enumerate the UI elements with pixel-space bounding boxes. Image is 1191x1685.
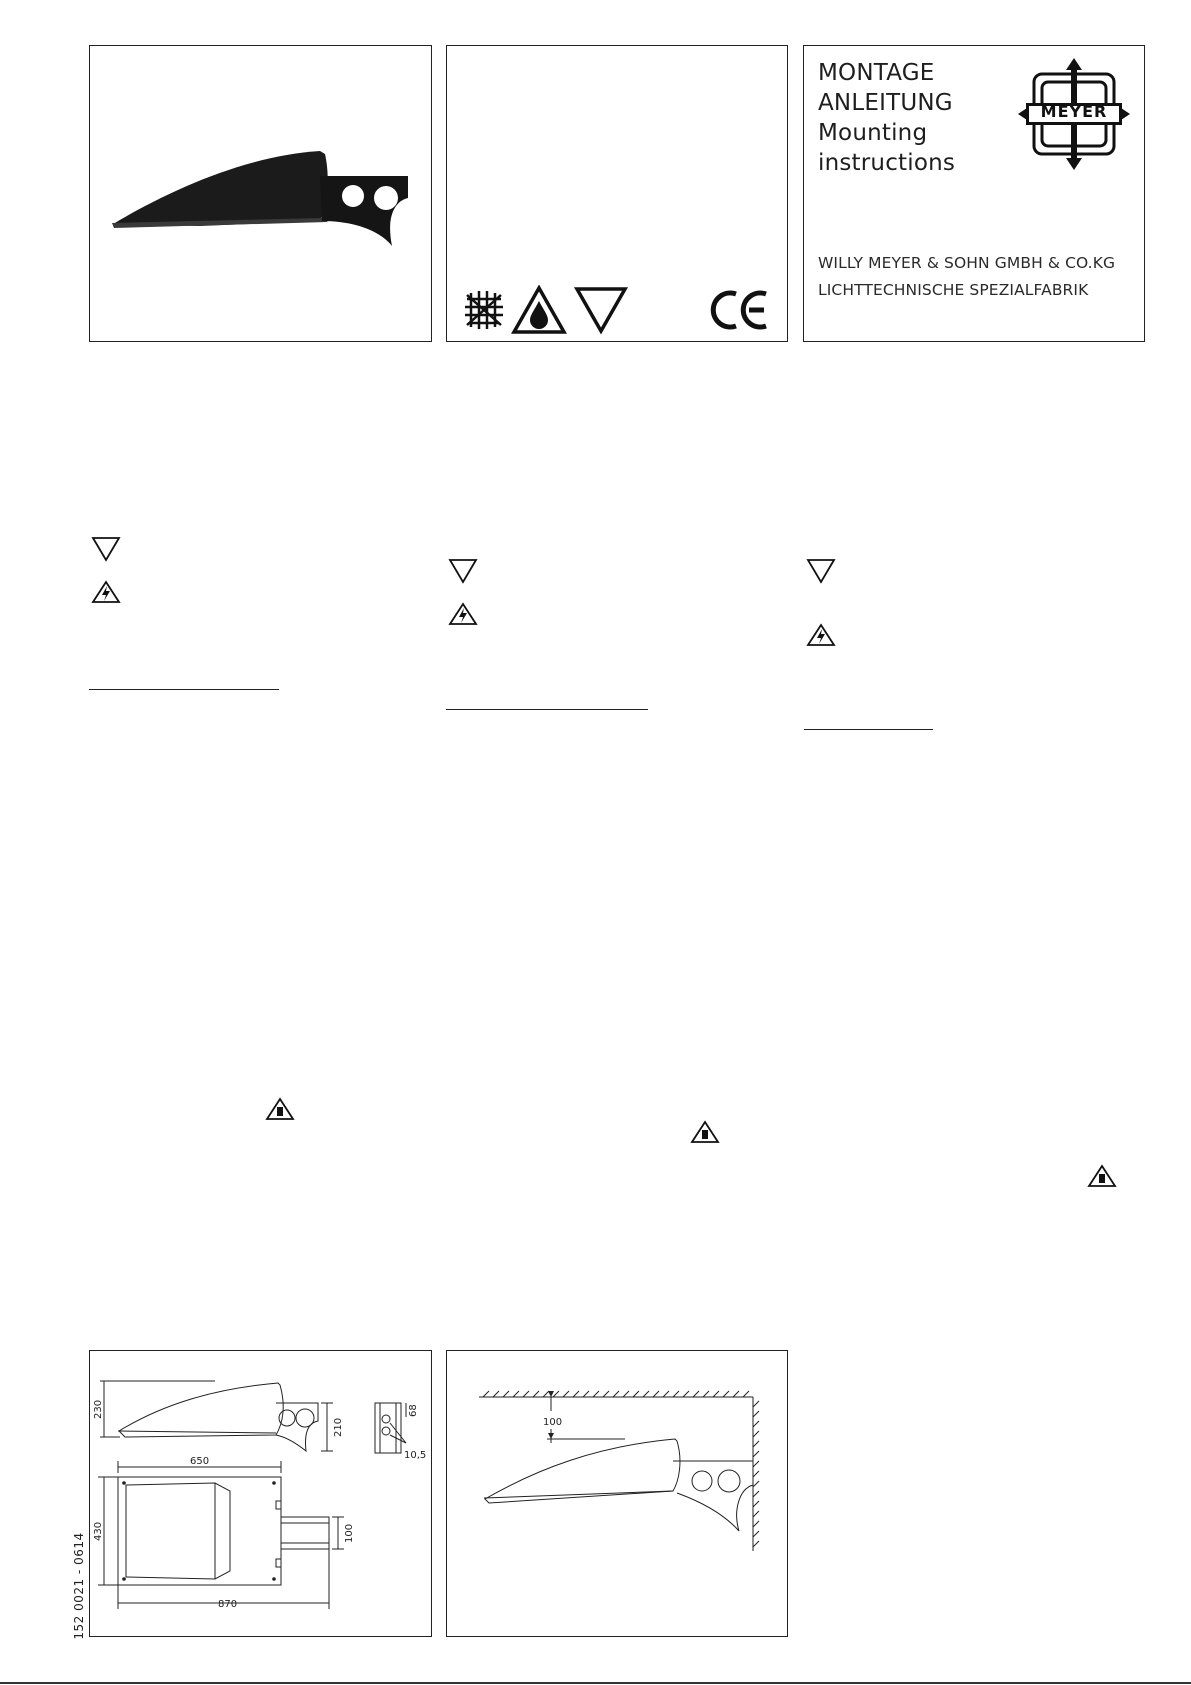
dimension-drawing-panel — [89, 1350, 432, 1637]
company-subtitle: LICHTTECHNISCHE SPEZIALFABRIK — [818, 281, 1089, 299]
warning-triangle-icon — [690, 1120, 720, 1144]
dim-ceiling-100: 100 — [543, 1417, 563, 1428]
title-montage: MONTAGE — [818, 60, 935, 86]
dim-10-5: 10,5 — [404, 1450, 427, 1461]
electrical-warning-icon — [91, 580, 121, 604]
mesh-icon — [461, 289, 507, 329]
title-panel — [803, 45, 1145, 342]
triangle-down-icon — [91, 536, 121, 562]
electrical-warning-icon — [806, 623, 836, 647]
dim-100: 100 — [344, 1523, 355, 1543]
company-name: WILLY MEYER & SOHN GMBH & CO.KG — [818, 254, 1116, 272]
dim-68: 68 — [408, 1404, 419, 1417]
drip-proof-icon — [511, 285, 567, 335]
triangle-down-icon — [806, 558, 836, 584]
section-rule — [804, 729, 933, 730]
section-rule — [446, 709, 648, 710]
ce-mark-icon — [709, 288, 771, 332]
dim-430: 430 — [93, 1521, 104, 1541]
warning-triangle-icon — [1087, 1164, 1117, 1188]
title-instructions: instructions — [818, 150, 956, 176]
meyer-logo — [1016, 56, 1132, 172]
triangle-down-icon — [448, 558, 478, 584]
page-bottom-rule — [0, 1682, 1191, 1684]
dimension-drawing — [90, 1351, 430, 1635]
title-anleitung: ANLEITUNG — [818, 90, 953, 116]
section-rule — [89, 689, 279, 690]
mounting-drawing — [447, 1351, 786, 1635]
dim-870: 870 — [218, 1599, 238, 1610]
mounting-drawing-panel — [446, 1350, 788, 1637]
warning-triangle-icon — [265, 1097, 295, 1121]
luminaire-photo — [90, 46, 430, 340]
dim-230: 230 — [93, 1399, 104, 1419]
electrical-warning-icon — [448, 602, 478, 626]
dim-210: 210 — [333, 1417, 344, 1437]
document-number: 152 0021 - 0614 — [72, 1532, 86, 1640]
triangle-down-icon — [573, 285, 629, 335]
title-mounting: Mounting — [818, 120, 928, 146]
logo-text: MEYER — [1040, 102, 1108, 121]
luminaire-photo-panel — [89, 45, 432, 342]
dim-650: 650 — [190, 1456, 210, 1467]
symbols-panel — [446, 45, 788, 342]
